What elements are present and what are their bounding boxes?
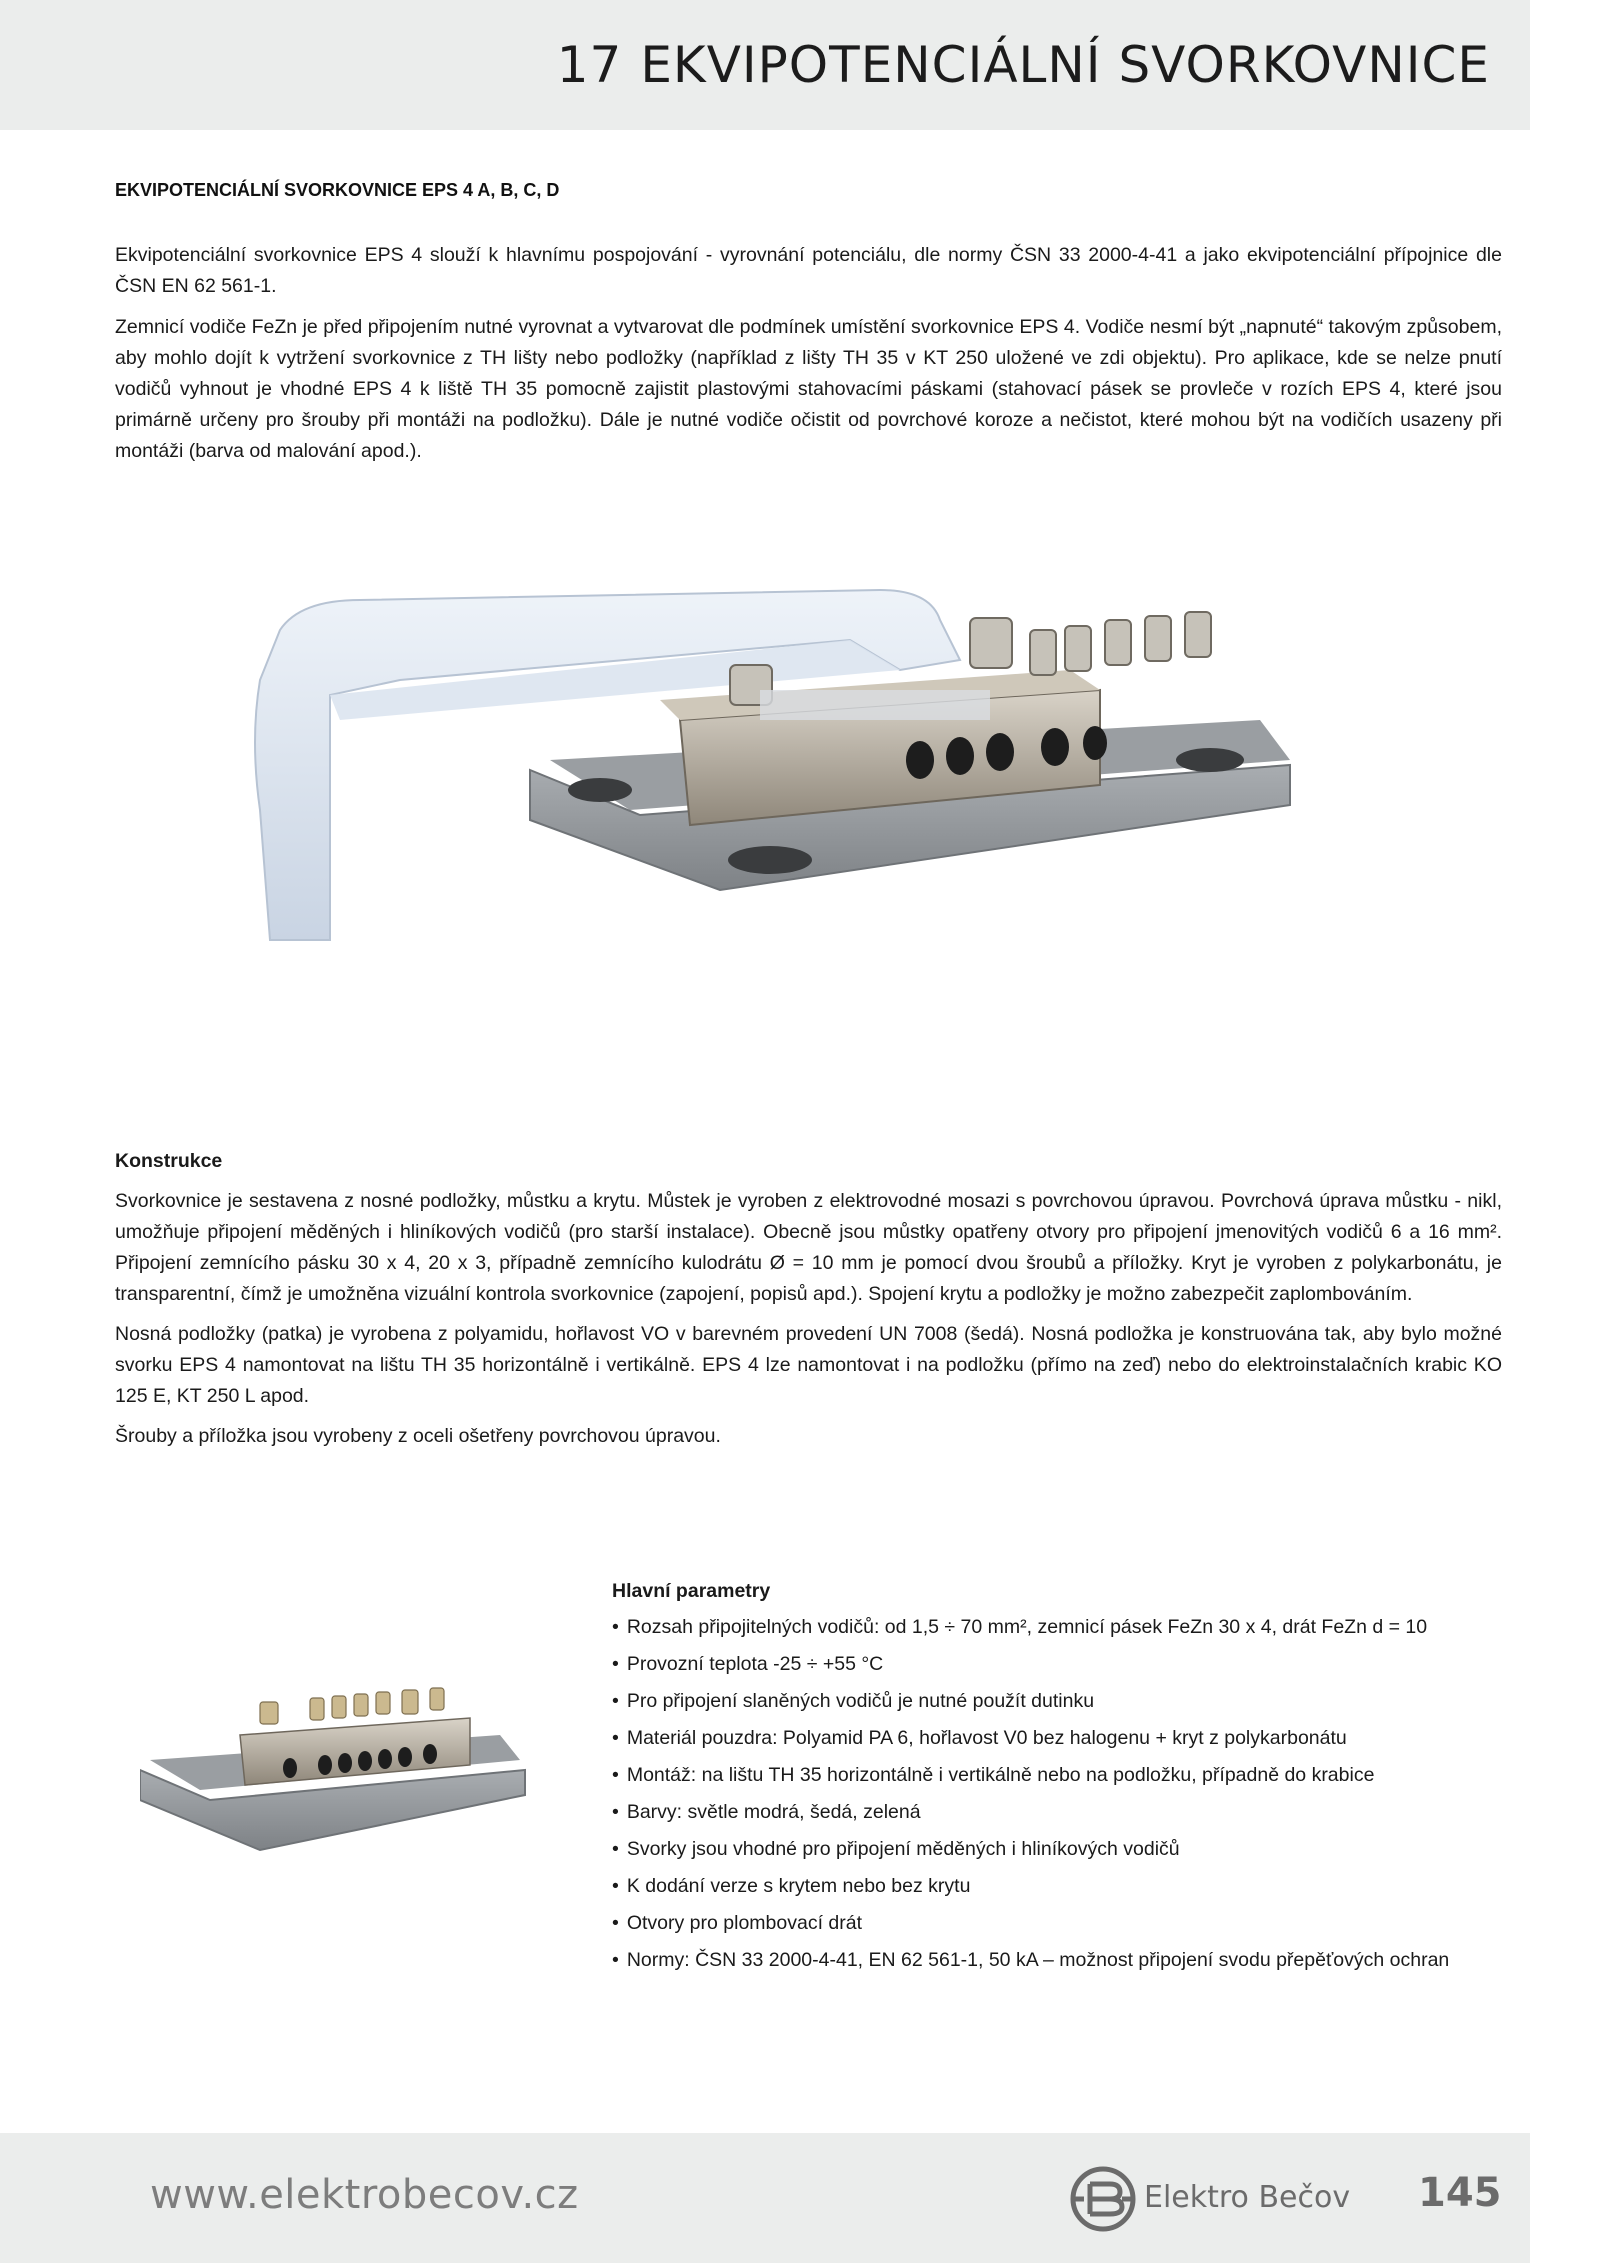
chapter-title (557, 36, 1490, 94)
intro-paragraph: Ekvipotenciální svorkovnice EPS 4 slouží k hlavnímu pospojování - vyrovnání potenciálu, dle normy ČSN 33 2000-4-41 a jako ekvipotenciální přípojnice dle ČSN EN 62 561-1. (115, 244, 1502, 297)
parameter-item: • K dodání verze s krytem nebo bez krytu (612, 1868, 1512, 1905)
parameters-list (612, 1609, 1512, 1979)
parameter-item: • Pro připojení slaněných vodičů je nutné použít dutinku (612, 1683, 1512, 1720)
konstrukce-paragraph: Svorkovnice je sestavena z nosné podložky, můstku a krytu. Můstek je vyroben z elektrovodné mosazi s povrchovou úpravou. Povrchová úprava můstku - nikl, umožňuje připojení měděných i hliníkových vodičů (pro starší instalace). Obecně jsou můstky opatřeny otvory pro připojení jmenovitých vodičů 6 a 16 mm². Připojení zemnícího pásku 30 x 4, 20 x 3, případně zemnícího kulodrátu Ø = 10 mm je pomocí dvou šroubů a příložky. Kryt je vyroben z polykarbonátu, je transparentní, čímž je umožněna vizuální kontrola svorkovnice (zapojení, popisů apd.). Spojení krytu a podložky je možno zabezpečit zaplombováním. (115, 1190, 1502, 1305)
parameter-item: • Svorky jsou vhodné pro připojení měděných i hliníkových vodičů (612, 1831, 1512, 1868)
chapter-number: 17 (556, 36, 623, 94)
chapter-title-text: EKVIPOTENCIÁLNÍ SVORKOVNICE (640, 36, 1490, 94)
konstrukce-text (115, 1186, 1502, 1452)
parameter-item: • Normy: ČSN 33 2000-4-41, EN 62 561-1, 50 kA – možnost připojení svodu přepěťových ochran (612, 1942, 1512, 1979)
parameter-item: • Rozsah připojitelných vodičů: od 1,5 ÷ 70 mm², zemnicí pásek FeZn 30 x 4, drát FeZn d = 10 (612, 1609, 1512, 1646)
parameters-heading: Hlavní parametry (612, 1580, 771, 1602)
parameter-item: • Montáž: na lištu TH 35 horizontálně i vertikálně nebo na podložku, případně do krabice (612, 1757, 1512, 1794)
parameter-item: • Materiál pouzdra: Polyamid PA 6, hořlavost V0 bez halogenu + kryt z polykarbonátu (612, 1720, 1512, 1757)
konstrukce-heading: Konstrukce (115, 1150, 223, 1172)
product-photo-with-cover (200, 560, 1360, 990)
intro-text (115, 240, 1502, 467)
footer-website-link[interactable]: www.elektrobecov.cz (150, 2172, 579, 2218)
footer-brand: Elektro Bečov (1144, 2180, 1351, 2215)
parameter-item: • Provozní teplota -25 ÷ +55 °C (612, 1646, 1512, 1683)
section-heading: EKVIPOTENCIÁLNÍ SVORKOVNICE EPS 4 A, B, C, D (115, 180, 560, 200)
konstrukce-paragraph: Nosná podložky (patka) je vyrobena z polyamidu, hořlavost VO v barevném provedení UN 7008 (šedá). Nosná podložka je konstruována tak, aby bylo možné svorku EPS 4 namontovat na lištu TH 35 horizontálně i vertikálně. EPS 4 lze namontovat i na podložku (přímo na zeď) nebo do elektroinstalačních krabic KO 125 E, KT 250 L apod. (115, 1323, 1502, 1407)
product-photo-without-cover (140, 1680, 600, 1880)
intro-paragraph: Zemnicí vodiče FeZn je před připojením nutné vyrovnat a vytvarovat dle podmínek umístění svorkovnice EPS 4. Vodiče nesmí být „napnuté“ takovým způsobem, aby mohlo dojít k vytržení svorkovnice z TH lišty nebo podložky (například z lišty TH 35 v KT 250 uložené ve zdi objektu). Pro aplikace, kde se nelze pnutí vodičů vyhnout je vhodné EPS 4 k liště TH 35 pomocně zajistit plastovými stahovacími páskami (stahovací pásek se provleče v rozích EPS 4, které jsou primárně určeny pro šrouby při montáži na podložku). Dále je nutné vodiče očistit od povrchové koroze a nečistot, které mohou být na vodičích usazeny při montáži (barva od malování apod.). (115, 316, 1502, 462)
konstrukce-paragraph: Šrouby a příložka jsou vyrobeny z oceli ošetřeny povrchovou úpravou. (115, 1425, 721, 1447)
parameter-item: • Barvy: světle modrá, šedá, zelená (612, 1794, 1512, 1831)
main-parameters (612, 1580, 1512, 1979)
elektro-becov-logo-icon (1068, 2164, 1138, 2234)
parameter-item: • Otvory pro plombovací drát (612, 1905, 1512, 1942)
page-number: 145 (1418, 2170, 1502, 2216)
